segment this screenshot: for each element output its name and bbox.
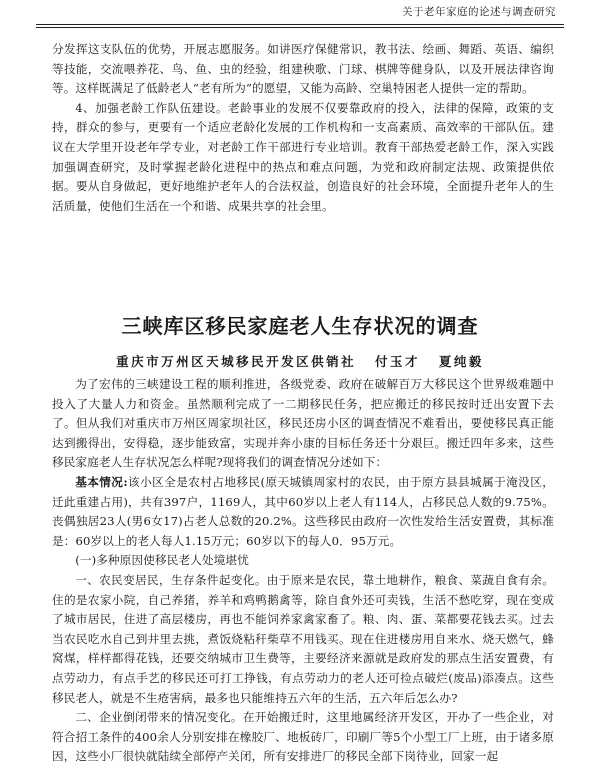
basic-info-paragraph: [52, 473, 554, 551]
basic-info-label: 基本情况:: [75, 474, 128, 489]
point-one-paragraph: 一、农民变居民，生存条件起变化。由于原来是农民，靠土地耕作，粮食、菜蔬自食有余。住的是农家小院，自己养猪，养羊和鸡鸭鹅禽等，除自食外还可卖钱，生活不愁吃穿，现在变成了城市居民，住进了高层楼房，再也不能饲养家禽家畜了。粮、肉、蛋、菜都要花钱去买。过去当农民吃水自己到井里去挑，煮饭烧粘秆柴草不用钱买。现在住进楼房用自来水、烧天燃气，蜂窝煤，样样都得花钱，还要交纳城市卫生费等，主要经济来源就是政府发的那点生活安置费，有点劳动力，有点手艺的移民还可打工挣钱，有点劳动力的老人还可捡点破烂(废品)添凑点。这些移民老人，就是不生疮害病，最多也只能维持五六年的生活，五六年后怎么办?: [52, 572, 554, 705]
author-affiliation: 重庆市万州区天城移民开发区供销社: [116, 354, 357, 369]
author-name: 付玉才: [374, 354, 420, 369]
article-title: 三峡库区移民家庭老人生存状况的调查: [121, 314, 479, 338]
byline: [0, 352, 600, 370]
paragraph-item-4: 4、加强老龄工作队伍建设。老龄事业的发展不仅要靠政府的投入，法律的保障，政策的支持，群众的参与，更要有一个适应老龄化发展的工作机构和一支高素质、高效率的干部队伍。建议在大学里开设老年学专业，对老龄工作干部进行专业培训。教育干部热爱老龄工作，深入实践加强调查研究，及时掌握老龄化进程中的热点和难点问题，为党和政府制定法规、政策提供依据。要从自身做起，更好地维护老年人的合法权益，创造良好的社会环境，全面提升老年人的生活质量，使他们生活在一个和谐、成果共享的社会里。: [52, 100, 554, 213]
intro-paragraph: 为了宏伟的三峡建设工程的顺利推进，各级党委、政府在破解百万大移民这个世界级难题中投入了大量人力和资金。虽然顺利完成了一二期移民任务，把应搬迁的移民按时迁出安置下去了。但从我们对重庆市万州区周家坝社区，移民还房小区的调查情况不难看出，要使移民真正能达到搬得出，安得稳，逐步能致富，实现并奔小康的目标任务还十分艰巨。搬迁四年多来，这些移民家庭老人生存状况怎么样呢?现将我们的调查情况分述如下：: [52, 377, 554, 470]
running-header: 关于老年家庭的论述与调查研究: [402, 6, 556, 18]
article-body: [52, 375, 554, 767]
section-heading: (一)多种原因使移民老人处境堪忧: [75, 553, 249, 568]
paragraph-continued: 分发挥这支队伍的优势，开展志愿服务。如讲医疗保健常识，教书法、绘画、舞蹈、英语、编织等技能，交流喂养花、鸟、鱼、虫的经验，组建秧歌、门球、棋牌等健身队，以及开展法律咨询等。这样既满足了低龄老人“老有所为”的愿望，又能为高龄、空巢特困老人提供一定的帮助。: [52, 42, 554, 96]
header-rule: [36, 24, 564, 28]
previous-article-text: [52, 40, 554, 216]
point-two-paragraph: 二、企业倒闭带来的情况变化。在开始搬迁时，这里地属经济开发区，开办了一些企业，对符合招工条件的400余人分别安排在橡胶厂、地板砖厂，印刷厂等5个小型工厂上班，由于诸多原因，这些小厂很快就陆续全部停产关闭，所有安排进厂的移民全部下岗待业，回家一起: [52, 710, 554, 764]
author-name: 夏纯毅: [438, 354, 484, 369]
basic-info-text: 该小区全是农村占地移民(原天城镇周家村的农民，由于原方县县城属于淹没区，迁此重建占用)，共有397户，1169人，其中60岁以上老人有114人，占移民总人数的9.75%。丧偶独居23人(男6女17)占老人总数的20.2%。这些移民由政府一次性发给生活安置费，其标准是：60岁以上的老人每人1.15万元；60岁以下的每人0．95万元。: [52, 474, 554, 548]
